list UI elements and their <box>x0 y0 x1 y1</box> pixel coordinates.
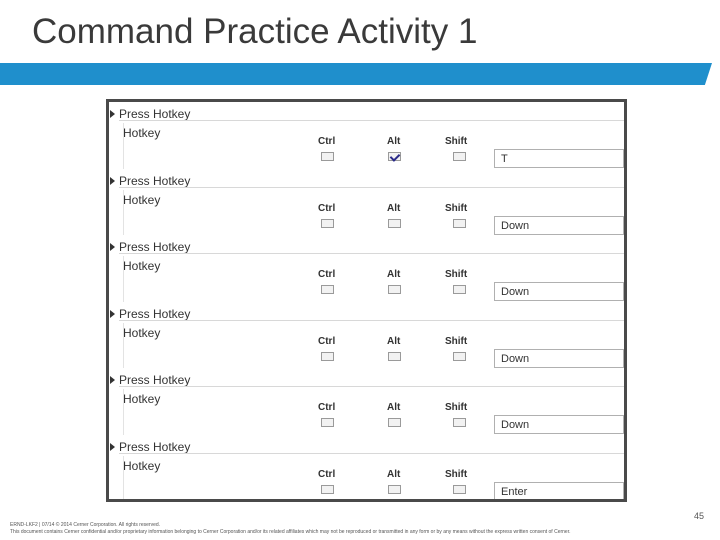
ctrl-checkbox[interactable] <box>321 152 334 161</box>
shift-checkbox[interactable] <box>453 418 466 427</box>
key-input[interactable]: T <box>494 149 624 168</box>
alt-column-label: Alt <box>387 468 401 480</box>
press-hotkey-label: Press Hotkey <box>119 373 191 387</box>
ctrl-column-label: Ctrl <box>318 468 336 480</box>
shift-column-label: Shift <box>445 202 468 214</box>
expand-arrow-icon[interactable] <box>110 310 115 318</box>
key-input[interactable]: Down <box>494 349 624 368</box>
ctrl-column-label: Ctrl <box>318 335 336 347</box>
title-accent-bar <box>0 63 712 85</box>
shift-checkbox[interactable] <box>453 285 466 294</box>
press-hotkey-block <box>109 169 624 236</box>
alt-checkbox[interactable] <box>388 485 401 494</box>
press-hotkey-block <box>109 102 624 169</box>
alt-column-label: Alt <box>387 202 401 214</box>
shift-checkbox[interactable] <box>453 352 466 361</box>
ctrl-checkbox[interactable] <box>321 418 334 427</box>
shift-column-label: Shift <box>445 136 468 147</box>
alt-checkbox[interactable] <box>388 285 401 294</box>
footer-confidentiality: This document contains Cerner confidential and/or proprietary information belonging to Cerner Corporation and/or its related affiliates which may not be reproduced or transmitted in any form or by any means without the express written consent of Cerner. <box>10 529 571 535</box>
shift-column-label: Shift <box>445 335 468 347</box>
hotkey-label: Hotkey <box>123 126 161 140</box>
alt-column-label: Alt <box>387 335 401 347</box>
shift-checkbox[interactable] <box>453 219 466 228</box>
ctrl-column-label: Ctrl <box>318 136 336 147</box>
alt-checkbox[interactable] <box>388 152 401 161</box>
shift-column-label: Shift <box>445 269 468 280</box>
press-hotkey-label: Press Hotkey <box>119 107 191 121</box>
ctrl-checkbox[interactable] <box>321 285 334 294</box>
expand-arrow-icon[interactable] <box>110 177 115 185</box>
hotkey-label: Hotkey <box>123 392 161 406</box>
alt-checkbox[interactable] <box>388 219 401 228</box>
ctrl-checkbox[interactable] <box>321 485 334 494</box>
key-input[interactable]: Enter <box>494 482 624 501</box>
press-hotkey-label: Press Hotkey <box>119 240 191 254</box>
divider <box>119 120 624 121</box>
alt-column-label: Alt <box>387 402 401 413</box>
footer-copyright: ERND-LKF2 | 07/14 © 2014 Cerner Corporation. All rights reserved. <box>10 522 161 528</box>
slide-title: Command Practice Activity 1 <box>32 12 478 51</box>
press-hotkey-label: Press Hotkey <box>119 306 191 321</box>
divider <box>119 253 624 254</box>
hotkey-label: Hotkey <box>123 192 161 207</box>
page-number: 45 <box>693 511 704 521</box>
shift-column-label: Shift <box>445 468 468 480</box>
press-hotkey-block <box>109 435 624 502</box>
divider <box>119 386 624 387</box>
shift-checkbox[interactable] <box>453 485 466 494</box>
alt-checkbox[interactable] <box>388 352 401 361</box>
alt-column-label: Alt <box>387 136 401 147</box>
ctrl-column-label: Ctrl <box>318 269 336 280</box>
divider <box>119 320 624 321</box>
divider <box>119 187 624 188</box>
divider <box>119 453 624 454</box>
ctrl-column-label: Ctrl <box>318 202 336 214</box>
expand-arrow-icon[interactable] <box>110 243 115 251</box>
alt-checkbox[interactable] <box>388 418 401 427</box>
press-hotkey-block <box>109 302 624 369</box>
hotkey-label: Hotkey <box>123 259 161 273</box>
key-input[interactable]: Down <box>494 216 624 235</box>
key-input[interactable]: Down <box>494 415 624 434</box>
press-hotkey-label: Press Hotkey <box>119 173 191 188</box>
shift-column-label: Shift <box>445 402 468 413</box>
shift-checkbox[interactable] <box>453 152 466 161</box>
expand-arrow-icon[interactable] <box>110 376 115 384</box>
hotkey-label: Hotkey <box>123 325 161 340</box>
press-hotkey-block <box>109 235 624 302</box>
ctrl-column-label: Ctrl <box>318 402 336 413</box>
press-hotkey-block <box>109 368 624 435</box>
hotkey-screenshot <box>106 99 627 502</box>
press-hotkey-label: Press Hotkey <box>119 439 191 454</box>
ctrl-checkbox[interactable] <box>321 352 334 361</box>
hotkey-label: Hotkey <box>123 458 161 473</box>
alt-column-label: Alt <box>387 269 401 280</box>
ctrl-checkbox[interactable] <box>321 219 334 228</box>
expand-arrow-icon[interactable] <box>110 443 115 451</box>
expand-arrow-icon[interactable] <box>110 110 115 118</box>
key-input[interactable]: Down <box>494 282 624 301</box>
